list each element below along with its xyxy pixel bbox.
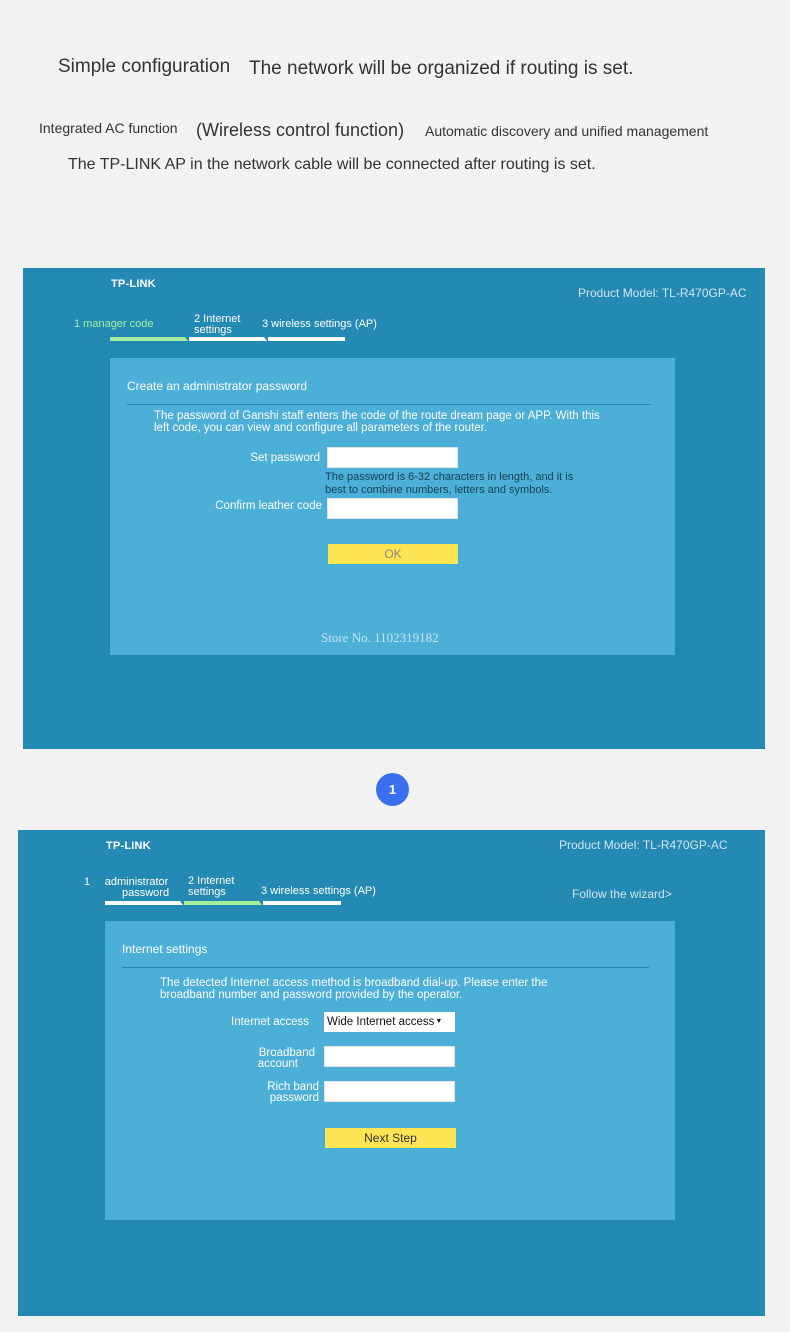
step-progress-3	[268, 337, 345, 341]
card-title: Create an administrator password	[127, 379, 308, 393]
promo-auto-discovery: Automatic discovery and unified management	[425, 123, 709, 139]
admin-password-card	[110, 358, 675, 655]
card-description: The password of Ganshi staff enters the code of the route dream page or APP. With this left code, you can view and configure all parameters of the router.	[154, 410, 600, 434]
rich-band-password-input[interactable]	[324, 1081, 455, 1102]
label-line2: password	[269, 1092, 319, 1104]
confirm-password-input[interactable]	[327, 498, 458, 519]
step-label-line1: 2 Internet	[188, 875, 235, 887]
internet-access-value: Wide Internet access	[327, 1016, 435, 1028]
label-line1: Rich band	[267, 1081, 319, 1093]
step-progress-2	[189, 337, 267, 341]
follow-wizard-link[interactable]: Follow the wizard>	[572, 887, 672, 901]
dropdown-caret-icon: ▼	[435, 1018, 443, 1025]
store-watermark: Store No. 1102319182	[321, 630, 439, 645]
set-password-input[interactable]	[327, 447, 458, 468]
card-title: Internet settings	[122, 942, 208, 956]
step-progress-1	[110, 337, 188, 341]
promo-headline-right: The network will be organized if routing is set.	[249, 58, 634, 79]
ok-button[interactable]: OK	[328, 544, 458, 564]
step-progress-3	[263, 901, 341, 905]
router-screen-admin-password	[23, 268, 765, 749]
next-step-button[interactable]: Next Step	[325, 1128, 456, 1148]
step-label-line2: settings	[188, 886, 226, 898]
product-model: Product Model: TL-R470GP-AC	[559, 838, 728, 852]
card-description: The detected Internet access method is broadband dial-up. Please enter the broadband number and password provided by the operator.	[160, 977, 548, 1001]
promo-headline-left: Simple configuration	[58, 56, 231, 77]
step-administrator-password[interactable]	[104, 877, 169, 899]
router-screen-internet-settings	[18, 830, 765, 1316]
step-label-line1: administrator	[104, 876, 169, 888]
internet-access-label: Internet access	[231, 1016, 309, 1028]
step-wireless-settings[interactable]: 3 wireless settings (AP)	[261, 885, 376, 897]
promo-ap-connect: The TP-LINK AP in the network cable will be connected after routing is set.	[68, 156, 596, 173]
step-number-badge: 1	[376, 773, 409, 806]
step-label-line1: 2 Internet	[194, 313, 241, 325]
promo-wireless-control: (Wireless control function)	[196, 120, 405, 140]
step-label-line2: settings	[194, 324, 232, 336]
step-label-line2: password	[122, 887, 170, 899]
step-internet-settings[interactable]	[194, 314, 240, 336]
rich-band-password-label	[199, 1082, 319, 1104]
label-line1: Broadband	[258, 1047, 315, 1059]
internet-access-select[interactable]	[324, 1012, 455, 1032]
broadband-account-input[interactable]	[324, 1046, 455, 1067]
set-password-label: Set password	[250, 452, 320, 464]
internet-settings-card	[105, 921, 675, 1220]
step-manager-code[interactable]: 1 manager code	[74, 318, 154, 330]
broadband-account-label	[195, 1048, 315, 1070]
step-wireless-settings[interactable]: 3 wireless settings (AP)	[262, 318, 377, 330]
step-internet-settings[interactable]	[188, 876, 234, 898]
tp-link-logo: TP-LINK	[106, 840, 151, 852]
card-divider	[127, 404, 651, 405]
password-hint: The password is 6-32 characters in length, and it is best to combine numbers, letters and symbols.	[325, 471, 574, 496]
product-model: Product Model: TL-R470GP-AC	[578, 286, 747, 300]
step-number-1: 1	[84, 876, 91, 888]
tp-link-logo: TP-LINK	[111, 278, 156, 290]
label-line2: account	[257, 1058, 298, 1070]
step-progress-2	[184, 901, 262, 905]
step-progress-1	[105, 901, 183, 905]
confirm-password-label: Confirm leather code	[215, 500, 322, 512]
promo-ac-function: Integrated AC function	[39, 120, 178, 136]
card-divider	[122, 967, 649, 968]
